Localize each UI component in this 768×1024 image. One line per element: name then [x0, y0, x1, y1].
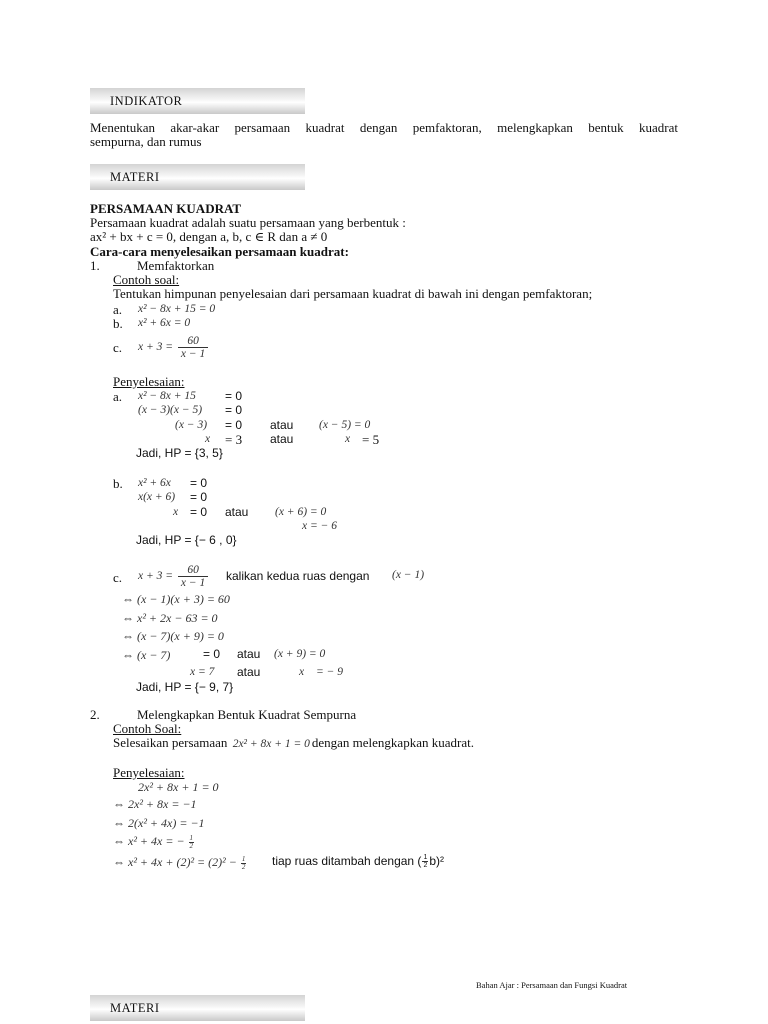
sc-l5-expr2: (x + 9) = 0	[274, 648, 326, 660]
m2-l4-half-num: 1	[189, 833, 194, 842]
materi-bottom-title: MATERI	[110, 1001, 160, 1015]
m2-l5-half-den: 2	[241, 862, 246, 871]
footer-text: Bahan Ajar : Persamaan dan Fungsi Kuadrat	[476, 980, 628, 990]
contoh-soal-2-label: Contoh Soal:	[113, 721, 182, 736]
sb-l1-expr: x² + 6x	[138, 477, 171, 489]
sc-l6-x2: x	[299, 666, 305, 678]
q-c-denominator: x − 1	[180, 347, 206, 360]
sa-l3-expr2: (x − 5) = 0	[319, 419, 371, 431]
task2	[113, 735, 474, 752]
q-a-label: a.	[113, 302, 123, 317]
penyelesaian-2-label: Penyelesaian:	[113, 765, 185, 780]
sb-hp: Jadi, HP = {− 6 , 0}	[136, 533, 237, 547]
q-b-expr: x² + 6x = 0	[138, 317, 191, 329]
sa-l4-eq: = 3	[225, 432, 243, 447]
m2-l3: ⇔ 2(x² + 4x) = −1	[113, 816, 205, 830]
general-form: ax² + bx + c = 0, dengan a, b, c ∈ R dan a ≠ 0	[90, 229, 328, 244]
indikator-title: INDIKATOR	[110, 94, 183, 108]
materi-title: MATERI	[110, 170, 160, 184]
m2-l4	[113, 834, 195, 850]
materi-band	[90, 164, 305, 190]
sc-l1-denominator: x − 1	[180, 576, 206, 589]
sa-l2-eq: = 0	[225, 403, 243, 417]
m2-l5-half-num: 1	[241, 854, 246, 863]
sa-l2-expr: (x − 3)(x − 5)	[138, 404, 203, 416]
sc-l1-text: kalikan kedua ruas dengan	[226, 569, 370, 583]
sc-l5-atau: atau	[237, 647, 261, 661]
m2-l1: 2x² + 8x + 1 = 0	[138, 780, 219, 794]
sb-l3-atau: atau	[225, 505, 249, 519]
sa-l4-eq2: = 5	[362, 432, 380, 447]
method2-title: Melengkapkan Bentuk Kuadrat Sempurna	[137, 707, 357, 722]
task2-expr: 2x² + 8x + 1 = 0	[232, 738, 310, 750]
sb-l1-eq: = 0	[190, 476, 208, 490]
sc-l1-left: x + 3 =	[138, 570, 173, 582]
m2-note	[272, 854, 444, 869]
sa-label: a.	[113, 389, 123, 404]
sc-l5-eq: = 0	[203, 647, 221, 661]
sa-l3-expr: (x − 3)	[175, 419, 208, 431]
sb-l2-eq: = 0	[190, 490, 208, 504]
sc-l5-expr: ⇔ (x − 7)	[122, 648, 171, 662]
sc-l1-numerator: 60	[178, 564, 208, 577]
sc-hp: Jadi, HP = {− 9, 7}	[136, 680, 234, 694]
sc-l4: ⇔ (x − 7)(x + 9) = 0	[122, 629, 224, 643]
methods-heading: Cara-cara menyelesaikan persamaan kuadrat:	[90, 244, 349, 259]
sa-l1-expr: x² − 8x + 15	[138, 390, 196, 402]
m2-note-half-den: 2	[423, 862, 428, 870]
sa-l4-x: x	[205, 433, 211, 445]
penyelesaian-label: Penyelesaian:	[113, 374, 185, 389]
sa-l4-x2: x	[345, 433, 351, 445]
sc-l6-eq2: = − 9	[316, 666, 344, 678]
m2-l4-half	[189, 835, 195, 850]
sb-label: b.	[113, 476, 123, 491]
q-b-label: b.	[113, 316, 123, 331]
m2-note-pre: tiap ruas ditambah dengan (	[272, 854, 422, 868]
heading: PERSAMAAN KUADRAT	[90, 201, 242, 216]
q-c-fraction	[178, 335, 208, 360]
m2-l5-expr: ⇔ x² + 4x + (2)² = (2)² −	[113, 855, 237, 869]
m2-l5	[113, 855, 247, 871]
sc-label: c.	[113, 570, 123, 585]
q-c-left: x + 3 =	[138, 341, 173, 353]
sb-l3-eq: = 0	[190, 505, 208, 519]
sb-l2-expr: x(x + 6)	[138, 491, 176, 503]
method2-num: 2.	[90, 707, 100, 722]
sc-l2: ⇔ (x − 1)(x + 3) = 60	[122, 592, 230, 606]
task2-post: dengan melengkapkan kuadrat.	[311, 735, 474, 750]
q-c-label: c.	[113, 340, 123, 355]
sc-l6-atau: atau	[237, 665, 261, 679]
m2-l2: ⇔ 2x² + 8x = −1	[113, 797, 197, 811]
sc-l6-x: x = 7	[190, 666, 215, 678]
method1-num: 1.	[90, 258, 100, 273]
materi-bottom-band	[90, 995, 305, 1021]
m2-l4-expr: ⇔ x² + 4x = −	[113, 834, 185, 848]
sa-l1-eq: = 0	[225, 389, 243, 403]
sc-l1-fraction	[178, 564, 208, 589]
sa-l3-eq: = 0	[225, 418, 243, 432]
m2-l5-half	[241, 856, 247, 871]
sc-l1-factor: (x − 1)	[392, 569, 425, 581]
indikator-text-2: sempurna, dan rumus	[90, 134, 202, 149]
sb-l4: x = − 6	[302, 520, 337, 532]
m2-note-post: b)²	[429, 854, 445, 868]
q-c-numerator: 60	[178, 335, 208, 348]
sa-l3-atau: atau	[270, 418, 294, 432]
definition: Persamaan kuadrat adalah suatu persamaan yang berbentuk :	[90, 215, 406, 230]
task2-pre: Selesaikan persamaan	[113, 735, 228, 750]
sb-l3-expr2: (x + 6) = 0	[275, 506, 327, 518]
method1-title: Memfaktorkan	[137, 258, 215, 273]
sa-l4-atau: atau	[270, 432, 294, 446]
contoh-soal-label: Contoh soal:	[113, 272, 180, 287]
indikator-text-1: Menentukan akar-akar persamaan kuadrat dengan pemfaktoran, melengkapkan bentuk kuadrat	[90, 120, 678, 135]
sb-l3-x: x	[173, 506, 179, 518]
m2-note-half	[422, 854, 428, 869]
m2-l4-half-den: 2	[189, 841, 194, 850]
sc-l3: ⇔ x² + 2x − 63 = 0	[122, 611, 218, 625]
q-c-expr	[138, 332, 210, 362]
sa-hp: Jadi, HP = {3, 5}	[136, 446, 223, 460]
q-a-expr: x² − 8x + 15 = 0	[138, 303, 216, 315]
task1: Tentukan himpunan penyelesaian dari persamaan kuadrat di bawah ini dengan pemfaktoran;	[113, 286, 593, 301]
indikator-band	[90, 88, 305, 114]
m2-note-half-num: 1	[423, 854, 428, 862]
sc-l1-expr	[138, 561, 210, 591]
